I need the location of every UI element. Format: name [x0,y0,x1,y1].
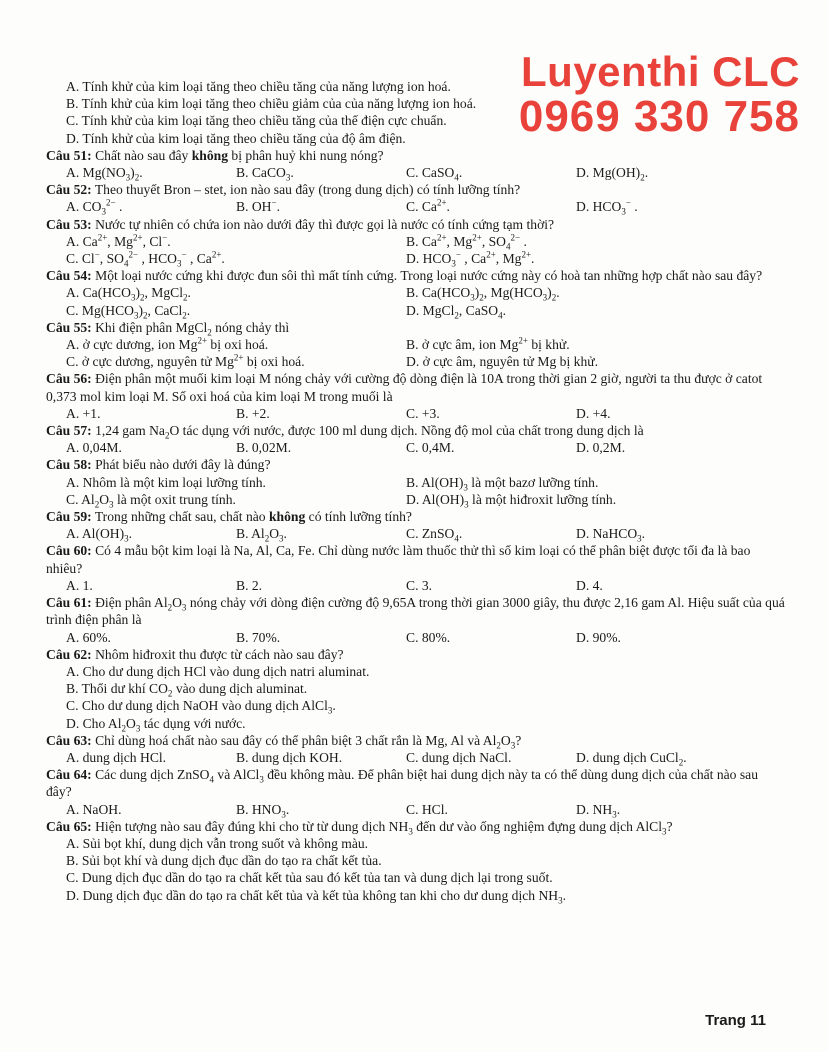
question-51: Câu 51: Chất nào sau đây không bị phân huỷ khi nung nóng? [46,147,384,163]
options-54: A. $Ca(HCO_3)_2$, MgCl$_2$. B. $Ca(HCO_3)_2$, $Mg(HCO_3)_2$. C. $Mg(HCO_3)_2$, CaCl$_2$. D. MgCl$_2$, CaSO$_4$. [66,285,560,321]
options-51: A. $Mg(NO_3)_2$. B. CaCO$_3$. C. CaSO$_4$. D. $Mg(OH)_2$. [66,165,649,183]
question-56: Câu 56: Điện phân một muối kim loại M nóng chảy với cường độ dòng điện là 10A trong thời gian 2 giờ, người ta thu được ở catot 0,373 mol kim loại M. Số oxi hoá của kim loại M trong muối là [46,371,763,404]
question-55: Câu 55: Khi điện phân MgCl$_2$ nóng chảy thì [46,319,290,338]
option-62b: B. Thổi dư khí $CO_2$ vào dung dịch aluminat. [66,681,308,699]
watermark-name: Luyenthi CLC [521,48,800,95]
option-65b: B. Sủi bọt khí và dung dịch đục dần do tạo ra chất kết tủa. [66,853,382,869]
question-54: Câu 54: Một loại nước cứng khi được đun sôi thì mất tính cứng. Trong loại nước cứng này có hoà tan những hợp chất nào sau đây? [46,268,763,284]
question-52: Câu 52: Theo thuyết Bron – stet, ion nào sau đây (trong dung dịch) có tính lưỡng tính? [46,182,521,198]
page-number: Trang 11 [705,1012,766,1029]
option-62a: A. Cho dư dung dịch HCl vào dung dịch natri aluminat. [66,663,370,679]
question-59: Câu 59: Trong những chất sau, chất nào không có tính lưỡng tính? [46,509,412,525]
options-63: A. dung dịch HCl. B. dung dịch KOH. C. dung dịch NaCl. D. dung dịch CuCl$_2$. [66,749,687,768]
question-63: Câu 63: Chỉ dùng hoá chất nào sau đây có thể phân biệt 3 chất rắn là Mg, Al và $Al_2O_3$? [46,732,522,751]
question-64: Câu 64: Các dung dịch ZnSO$_4$ và AlCl$_3$ đều không màu. Để phân biệt hai dung dịch này ta có thể dùng dung dịch của chất nào sau đây? [46,767,758,800]
question-62: Câu 62: Nhôm hiđroxit thu được từ cách nào sau đây? [46,646,344,662]
question-60: Câu 60: Có 4 mẫu bột kim loại là Na, Al, Ca, Fe. Chỉ dùng nước làm thuốc thử thì số kim loại có thể phân biệt được tối đa là bao nhiêu? [46,543,751,576]
option-65a: A. Sủi bọt khí, dung dịch vẫn trong suốt và không màu. [66,835,369,851]
options-57: A. 0,04M. B. 0,02M. C. 0,4M. D. 0,2M. [66,440,626,456]
watermark-phone: 0969 330 758 [518,92,800,142]
options-55: A. ở cực dương, ion $Mg^{2+}$ bị oxi hoá. B. ở cực âm, ion $Mg^{2+}$ bị khử. C. ở cực dương, nguyên tử $Mg^{2+}$ bị oxi hoá. D. ở cực âm, nguyên tử Mg bị khử. [66,335,599,370]
prev-option: B. Tính khử của kim loại tăng theo chiều giảm của của năng lượng ion hoá. [66,96,477,112]
options-56: A. +1. B. +2. C. +3. D. +4. [66,405,611,421]
prev-option: D. Tính khử của kim loại tăng theo chiều tăng của độ âm điện. [66,130,406,146]
options-64: A. NaOH. B. $HNO_3$. C. HCl. D. $NH_3$. [66,801,621,820]
question-list [46,78,786,904]
option-65c: C. Dung dịch đục dần do tạo ra chất kết tủa sau đó kết tủa tan và dung dịch lại trong suốt. [66,870,553,886]
options-60: A. 1. B. 2. C. 3. D. 4. [66,577,603,593]
options-61: A. 60%. B. 70%. C. 80%. D. 90%. [66,629,621,645]
question-57: Câu 57: 1,24 gam $Na_2O$ tác dụng với nước, được 100 ml dung dịch. Nồng độ mol của chất trong dung dịch là [46,423,644,441]
option-62d: D. Cho $Al_2O_3$ tác dụng với nước. [66,715,246,734]
option-65d: D. Dung dịch đục dần do tạo ra chất kết tủa và kết tủa không tan khi cho dư dung dịch $NH_3$. [66,887,566,906]
prev-option: A. Tính khử của kim loại tăng theo chiều tăng của năng lượng ion hoá. [66,79,451,94]
prev-option: C. Tính khử của kim loại tăng theo chiều tăng của thế điện cực chuẩn. [66,113,447,129]
options-58: A. Nhôm là một kim loại lưỡng tính. B. $Al(OH)_3$ là một bazơ lưỡng tính. C. $Al_2O_3$ là một oxit trung tính. D. $Al(OH)_3$ là một hiđroxit lưỡng tính. [66,474,617,510]
question-65: Câu 65: Hiện tượng nào sau đây đúng khi cho từ từ dung dịch $NH_3$ đến dư vào ống nghiệm đựng dung dịch AlCl$_3$? [46,818,673,837]
options-53: A. $Ca^{2+}$, $Mg^{2+}$, Cl−. B. $Ca^{2+}$, $Mg^{2+}$, $SO_4^{2-}$ . C. Cl−, $SO_4^{2-}$ , $HCO_3^-$ , $Ca^{2+}$. D. $HCO_3^-$ , $Ca^{2+}$, $Mg^{2+}$. [66,232,535,269]
question-58: Câu 58: Phát biểu nào dưới đây là đúng? [46,457,271,473]
options-59: A. $Al(OH)_3$. B. $Al_2O_3$. C. ZnSO$_4$. D. NaHCO$_3$. [66,526,646,544]
question-61: Câu 61: Điện phân $Al_2O_3$ nóng chảy với dòng điện cường độ 9,65A trong thời gian 3000 giây, thu được 2,16 gam Al. Hiệu suất của quá trình điện phân là [46,595,785,628]
option-62c: C. Cho dư dung dịch NaOH vào dung dịch AlCl$_3$. [66,698,336,717]
options-52: A. $CO_3^{2-}$ . B. OH−. C. $Ca^{2+}$. D. $HCO_3^-$ . [66,197,638,218]
question-53: Câu 53: Nước tự nhiên có chứa ion nào dưới đây thì được gọi là nước có tính cứng tạm thời? [46,216,555,232]
